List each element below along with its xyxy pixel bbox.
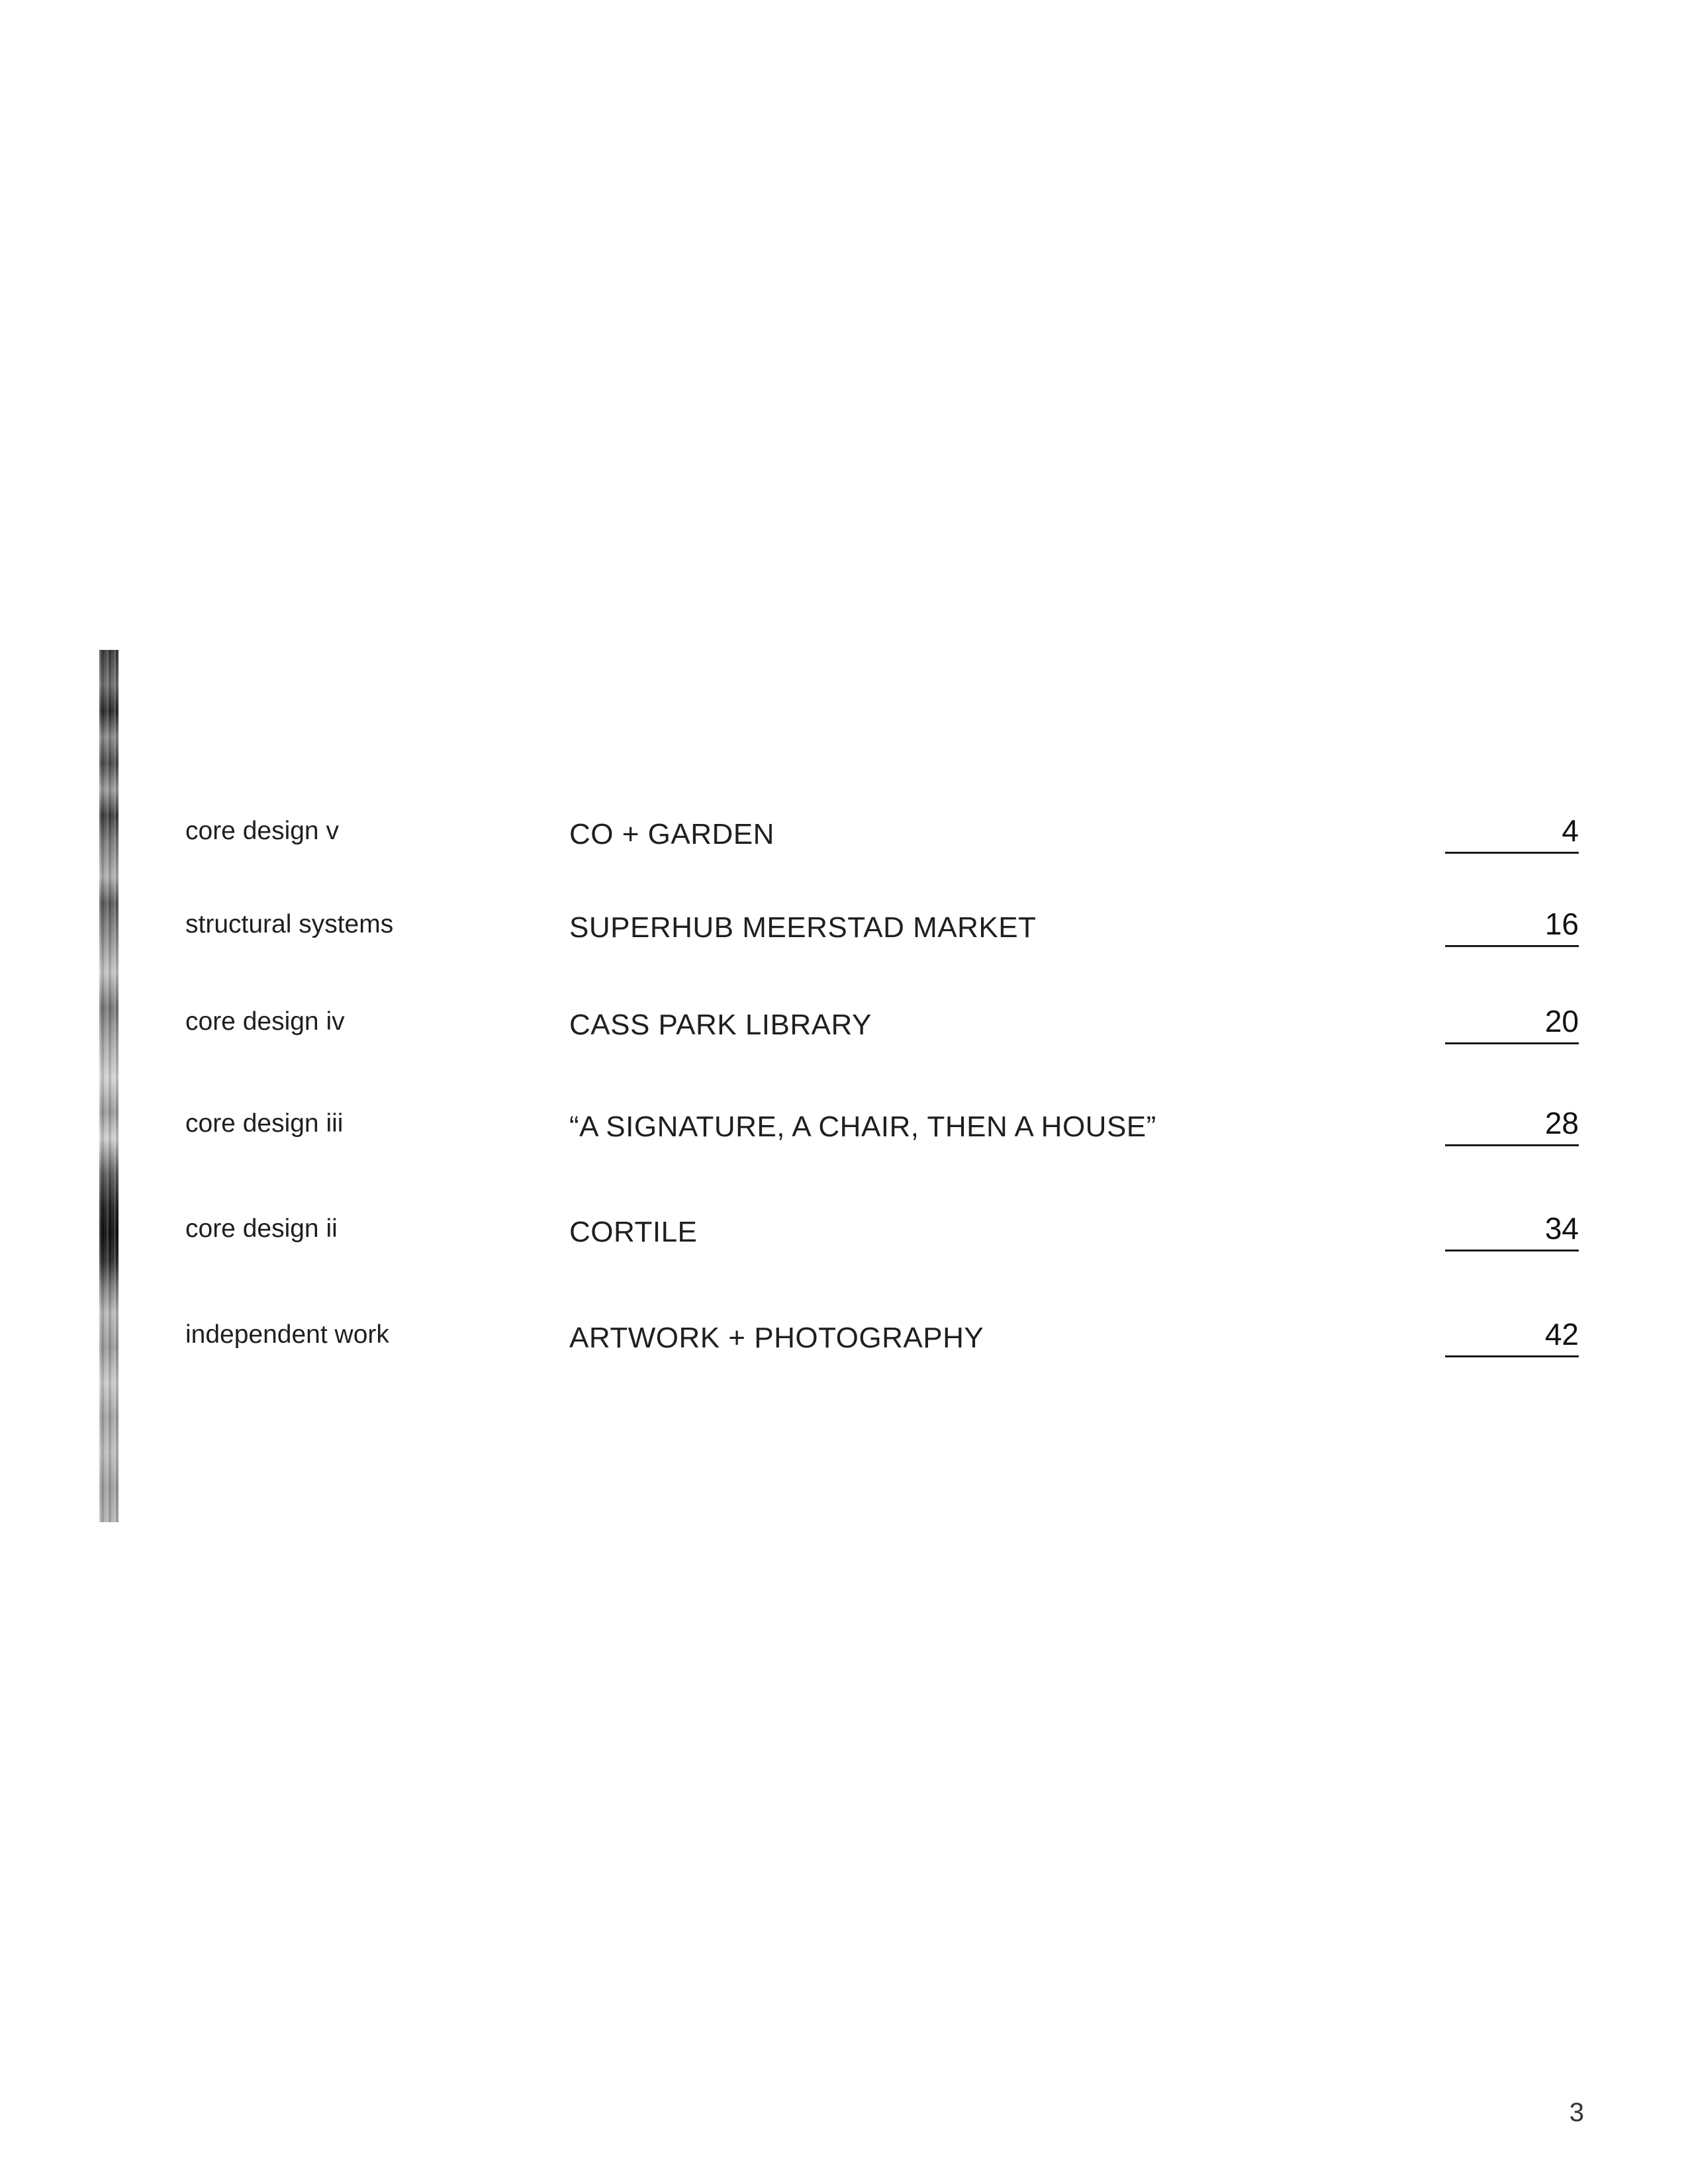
toc-page-ref: 20: [1445, 1003, 1579, 1044]
toc-page-ref: 28: [1445, 1105, 1579, 1146]
toc-project-title: “A SIGNATURE, A CHAIR, THEN A HOUSE”: [569, 1111, 1156, 1143]
toc-entry[interactable]: [0, 1211, 1688, 1274]
toc-page-ref: 16: [1445, 906, 1579, 947]
toc-course-label: core design iii: [185, 1109, 344, 1138]
toc-entry[interactable]: [0, 813, 1688, 876]
toc-entry[interactable]: [0, 1106, 1688, 1169]
page-number: 3: [1569, 2098, 1584, 2127]
toc-course-label: core design v: [185, 817, 339, 845]
toc-course-label: core design ii: [185, 1214, 338, 1243]
toc-project-title: CASS PARK LIBRARY: [569, 1009, 872, 1041]
toc-course-label: independent work: [185, 1320, 389, 1349]
toc-page-ref: 34: [1445, 1210, 1579, 1251]
toc-project-title: CO + GARDEN: [569, 818, 774, 850]
toc-project-title: ARTWORK + PHOTOGRAPHY: [569, 1322, 984, 1354]
toc-course-label: structural systems: [185, 910, 394, 938]
toc-course-label: core design iv: [185, 1007, 345, 1036]
decorative-photo-strip: [99, 650, 118, 1522]
toc-page-ref: 42: [1445, 1316, 1579, 1357]
toc-page-ref: 4: [1445, 813, 1579, 854]
toc-entry[interactable]: [0, 907, 1688, 970]
toc-project-title: SUPERHUB MEERSTAD MARKET: [569, 911, 1037, 944]
toc-entry[interactable]: [0, 1317, 1688, 1380]
toc-project-title: CORTILE: [569, 1216, 698, 1248]
toc-entry[interactable]: [0, 1004, 1688, 1067]
